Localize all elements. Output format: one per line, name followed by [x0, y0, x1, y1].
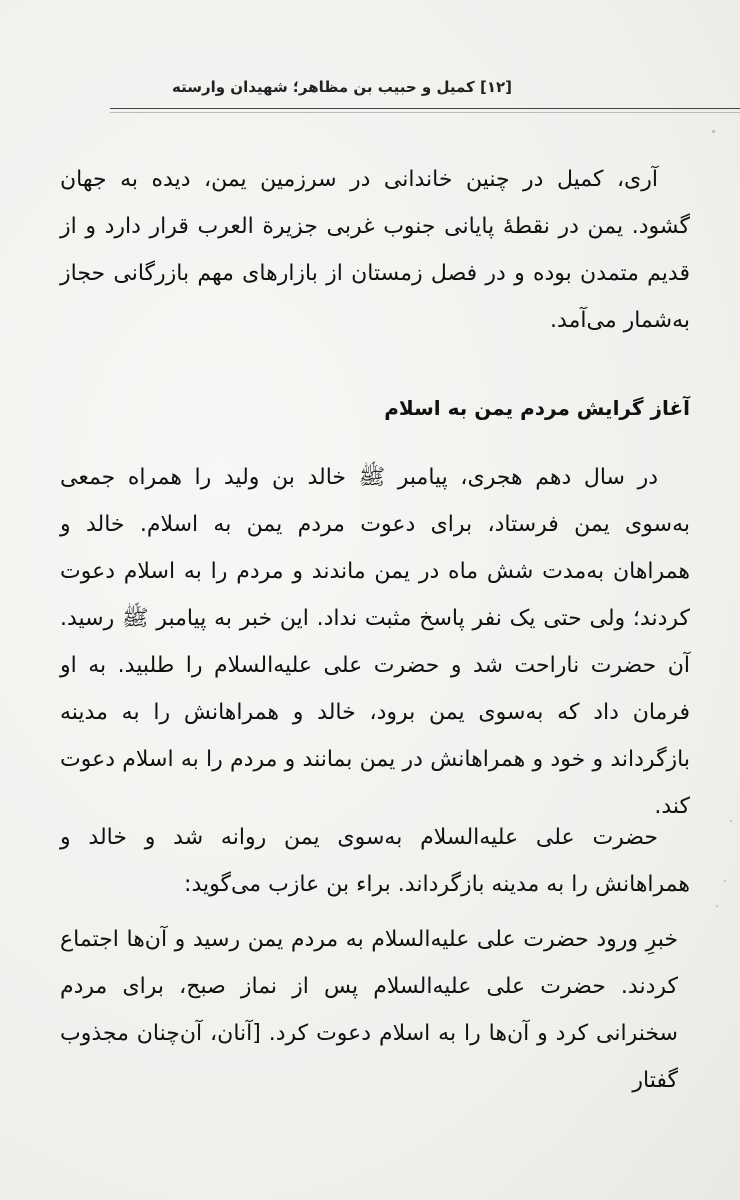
running-header: [۱۲] کمیل و حبیب بن مظاهر؛ شهیدان وارسته — [172, 78, 512, 96]
paragraph-history-text: در سال دهم هجری، پیامبر ﷺ خالد بن ولید را همراه جمعی به‌سوی یمن فرستاد، برای دعوت مردم یمن به اسلام. خالد و همراهان به‌مدت شش ماه در یمن ماندند و مردم را به اسلام دعوت کردند؛ ولی حتی یک نفر پاسخ مثبت نداد. این خبر به پیامبر ﷺ رسید. آن حضرت ناراحت شد و حضرت علی علیه‌السلام را طلبید. به او فرمان داد که به‌سوی یمن برود، خالد و همراهانش را به مدینه بازگرداند و خود و همراهانش در یمن بمانند و مردم را به اسلام دعوت کند. — [60, 465, 690, 819]
paper-speck — [712, 130, 715, 133]
paper-speck — [730, 820, 732, 822]
paragraph-intro-text: آری، کمیل در چنین خاندانی در سرزمین یمن، دیده به جهان گشود. یمن در نقطهٔ پایانی جنوب غربی جزیرة العرب قرار دارد و از قدیم متمدن بوده و در فصل زمستان از بازارهای مهم بازرگانی حجاز به‌شمار می‌آمد. — [60, 167, 690, 333]
quotation-text: خبرِ ورود حضرت علی علیه‌السلام به مردم یمن رسید و آن‌ها اجتماع کردند. حضرت علی علیه‌السلام پس از نماز صبح، برای مردم سخنرانی کرد و آن‌ها را به اسلام دعوت کرد. [آنان، آن‌چنان مجذوب گفتار — [60, 927, 678, 1093]
paragraph-intro — [60, 156, 690, 344]
header-rule — [110, 108, 740, 109]
quotation-block — [60, 916, 678, 1104]
header-rule-shadow — [110, 112, 740, 113]
paragraph-return-text: حضرت علی علیه‌السلام به‌سوی یمن روانه شد و خالد و همراهانش را به مدینه بازگرداند. براء بن عازب می‌گوید: — [60, 825, 690, 897]
paper-speck — [716, 905, 718, 907]
section-heading: آغاز گرایش مردم یمن به اسلام — [384, 396, 690, 420]
paper-speck — [724, 880, 726, 882]
paragraph-history — [60, 454, 690, 830]
paragraph-return — [60, 814, 690, 908]
